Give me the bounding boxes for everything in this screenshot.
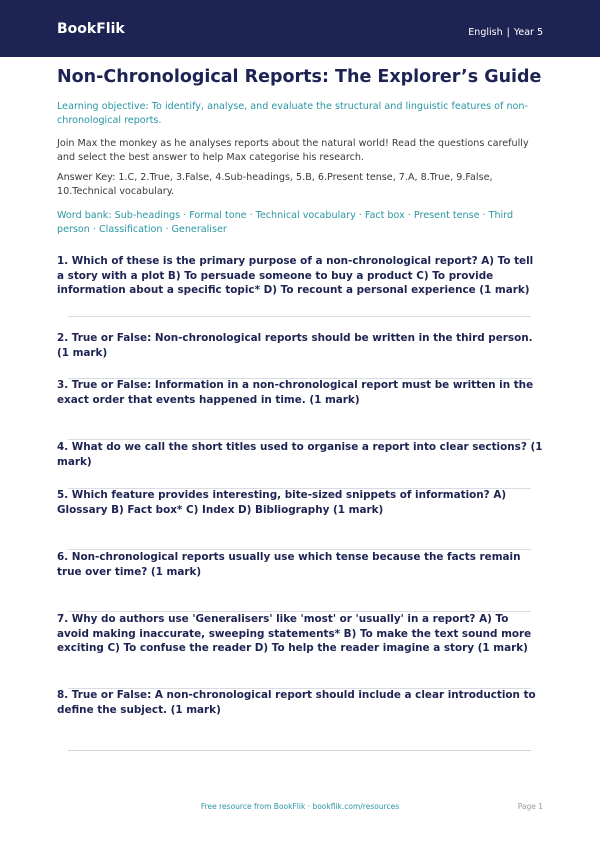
footer-resource-link[interactable]: Free resource from BookFlik · bookflik.com/resources xyxy=(200,802,400,811)
question-4: 4. What do we call the short titles used to organise a report into clear sections? (1 mark) xyxy=(57,441,543,468)
word-bank-item: Classification xyxy=(98,223,163,235)
brand-logo-text: BookFlik xyxy=(57,21,125,37)
meta-separator: | xyxy=(506,27,510,38)
word-bank-separator: · xyxy=(249,210,253,221)
page-number: Page 1 xyxy=(517,802,543,811)
answer-line-1[interactable] xyxy=(68,316,531,317)
question-6: 6. Non-chronological reports usually use which tense because the facts remain true over time? (1 mark) xyxy=(57,551,521,578)
word-bank-item: Present tense xyxy=(413,210,480,221)
footer-divider xyxy=(68,750,531,751)
question-1: 1. Which of these is the primary purpose of a non-chronological report? A) To tell a story with a plot B) To persuade someone to buy a product C) To provide information about a specific topic* D) To recount a personal experience (1 mark) xyxy=(57,255,534,296)
subject-year-label xyxy=(468,27,543,38)
learning-objective: Learning objective: To identify, analyse, and evaluate the structural and linguistic features of non-chronological reports. xyxy=(57,101,528,126)
word-bank-item: Formal tone xyxy=(189,210,247,221)
word-bank xyxy=(57,209,543,236)
word-bank-item: Fact box xyxy=(364,210,405,221)
word-bank-separator: · xyxy=(482,210,486,221)
question-5: 5. Which feature provides interesting, bite-sized snippets of information? A) Glossary B) Fact box* C) Index D) Bibliography (1 mark) xyxy=(57,489,507,516)
page-header xyxy=(0,0,600,57)
worksheet-title: Non-Chronological Reports: The Explorer’s Guide xyxy=(57,67,542,87)
word-bank-separator: · xyxy=(92,223,96,235)
word-bank-item: Generaliser xyxy=(171,223,227,235)
question-2: 2. True or False: Non-chronological reports should be written in the third person. (1 mark) xyxy=(57,332,533,359)
word-bank-item: Technical vocabulary xyxy=(255,210,356,221)
question-3: 3. True or False: Information in a non-chronological report must be written in the exact order that events happened in time. (1 mark) xyxy=(57,379,534,406)
word-bank-separator: · xyxy=(358,210,362,221)
answer-key: Answer Key: 1.C, 2.True, 3.False, 4.Sub-headings, 5.B, 6.Present tense, 7.A, 8.True, 9.False, 10.Technical vocabulary. xyxy=(57,172,493,197)
word-bank-label: Word bank: xyxy=(57,210,112,221)
intro-text: Join Max the monkey as he analyses reports about the natural world! Read the questions carefully and select the best answer to help Max categorise his research. xyxy=(57,138,529,163)
word-bank-item: Third person xyxy=(57,210,514,235)
question-8: 8. True or False: A non-chronological report should include a clear introduction to define the subject. (1 mark) xyxy=(57,689,536,716)
word-bank-separator: · xyxy=(165,223,169,235)
year-label: Year 5 xyxy=(513,27,543,38)
subject-label: English xyxy=(468,27,503,38)
word-bank-item: Sub-headings xyxy=(114,210,181,221)
word-bank-separator: · xyxy=(183,210,187,221)
question-7: 7. Why do authors use 'Generalisers' like 'most' or 'usually' in a report? A) To avoid making inaccurate, sweeping statements* B) To make the text sound more exciting C) To confuse the reader D) To help the reader imagine a story (1 mark) xyxy=(57,613,532,654)
word-bank-separator: · xyxy=(407,210,411,221)
